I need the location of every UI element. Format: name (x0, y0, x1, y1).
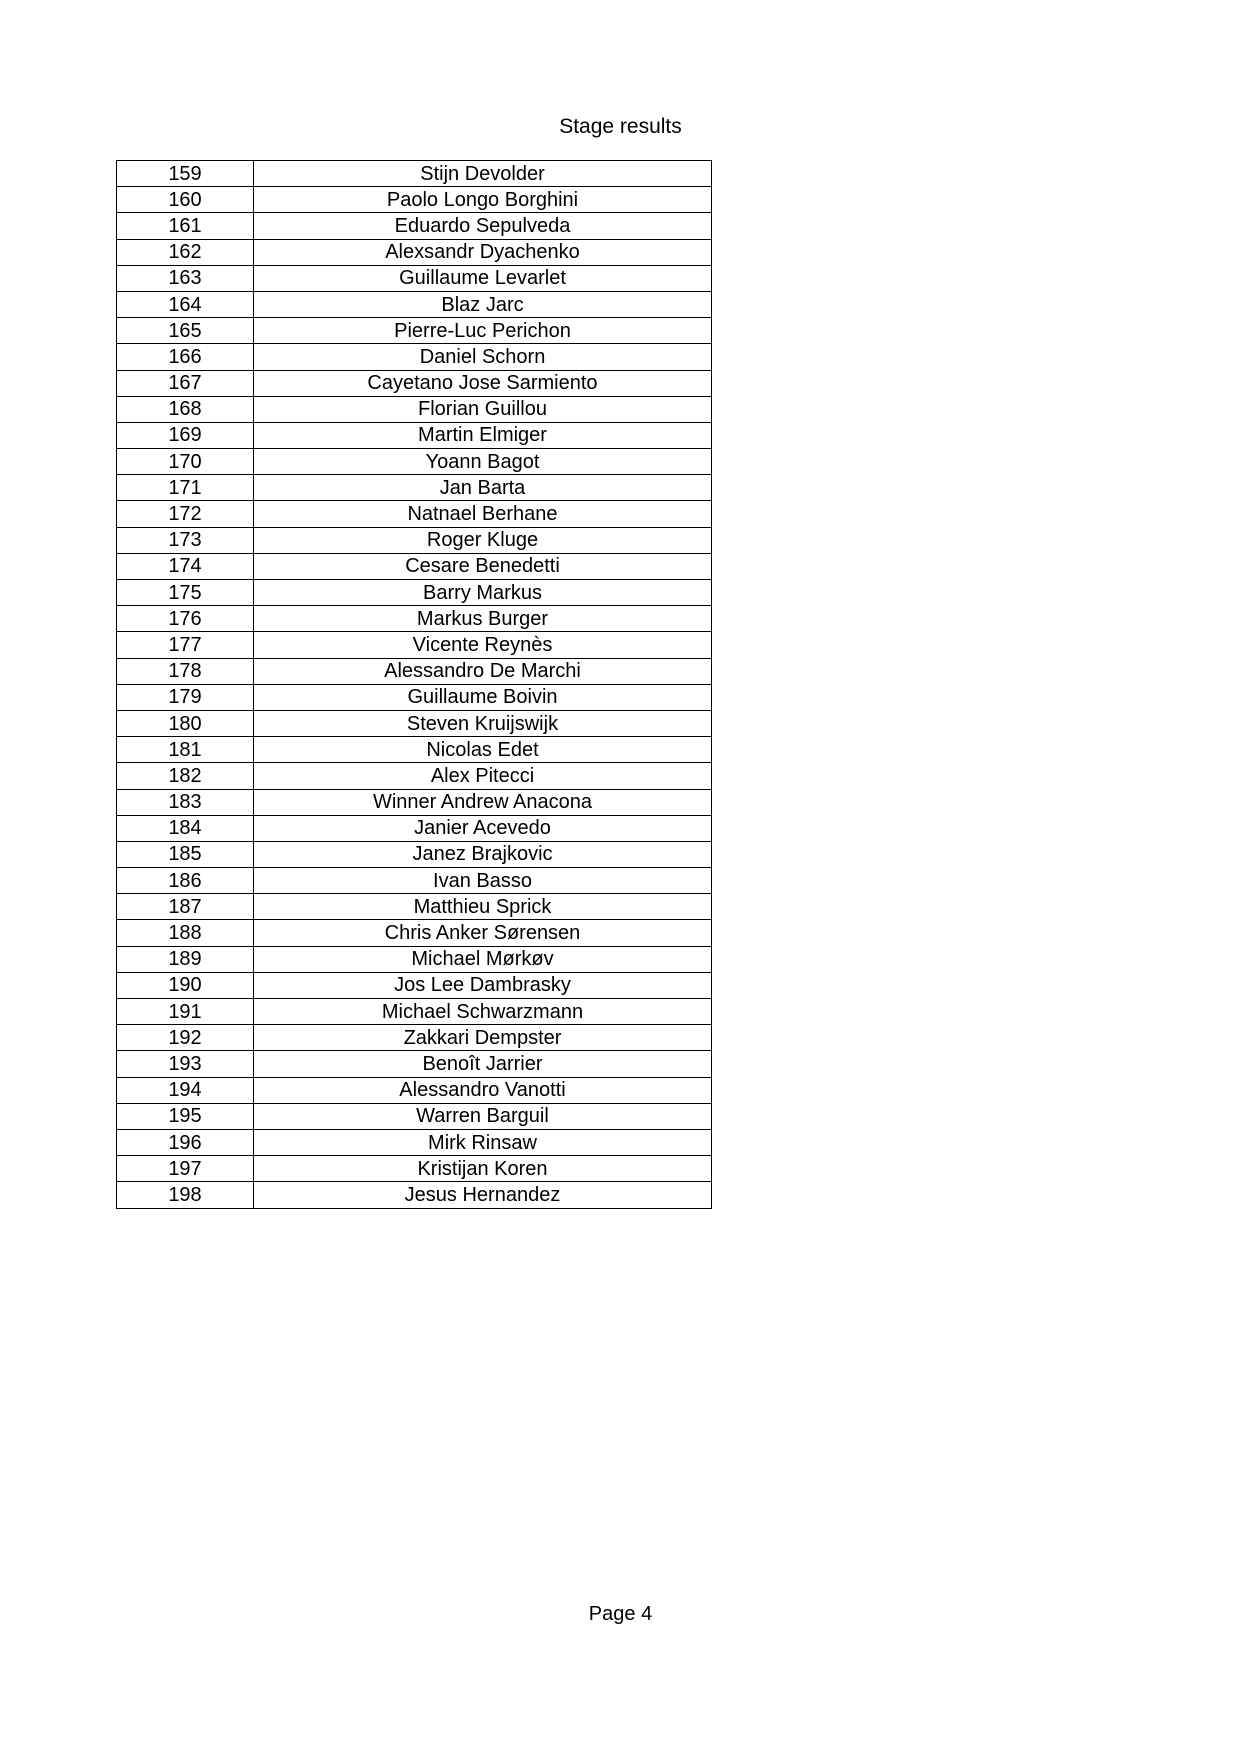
rider-bib-number: 180 (117, 710, 254, 736)
rider-name: Alessandro De Marchi (254, 658, 712, 684)
rider-bib-number: 182 (117, 763, 254, 789)
table-row (117, 894, 712, 920)
table-row (117, 868, 712, 894)
rider-bib-number: 165 (117, 318, 254, 344)
rider-name: Vicente Reynès (254, 632, 712, 658)
rider-name: Chris Anker Sørensen (254, 920, 712, 946)
table-row (117, 1077, 712, 1103)
table-row (117, 265, 712, 291)
table-row (117, 422, 712, 448)
table-row (117, 1025, 712, 1051)
rider-name: Markus Burger (254, 606, 712, 632)
rider-bib-number: 173 (117, 527, 254, 553)
rider-name: Steven Kruijswijk (254, 710, 712, 736)
rider-bib-number: 176 (117, 606, 254, 632)
table-row (117, 239, 712, 265)
rider-bib-number: 172 (117, 501, 254, 527)
table-row (117, 161, 712, 187)
rider-name: Yoann Bagot (254, 449, 712, 475)
rider-bib-number: 192 (117, 1025, 254, 1051)
table-row (117, 318, 712, 344)
table-row (117, 449, 712, 475)
rider-name: Mirk Rinsaw (254, 1129, 712, 1155)
rider-bib-number: 198 (117, 1182, 254, 1208)
table-row (117, 658, 712, 684)
rider-name: Kristijan Koren (254, 1156, 712, 1182)
rider-bib-number: 169 (117, 422, 254, 448)
rider-bib-number: 194 (117, 1077, 254, 1103)
rider-bib-number: 177 (117, 632, 254, 658)
rider-bib-number: 159 (117, 161, 254, 187)
stage-results-table (116, 160, 712, 1209)
rider-bib-number: 179 (117, 684, 254, 710)
rider-name: Guillaume Boivin (254, 684, 712, 710)
table-row (117, 999, 712, 1025)
rider-name: Cesare Benedetti (254, 553, 712, 579)
table-row (117, 815, 712, 841)
rider-bib-number: 186 (117, 868, 254, 894)
rider-bib-number: 167 (117, 370, 254, 396)
rider-name: Alexsandr Dyachenko (254, 239, 712, 265)
rider-name: Alex Pitecci (254, 763, 712, 789)
rider-bib-number: 185 (117, 841, 254, 867)
rider-bib-number: 168 (117, 396, 254, 422)
rider-bib-number: 191 (117, 999, 254, 1025)
rider-bib-number: 162 (117, 239, 254, 265)
stage-results-table-body (117, 161, 712, 1209)
rider-name: Nicolas Edet (254, 737, 712, 763)
table-row (117, 920, 712, 946)
rider-name: Jos Lee Dambrasky (254, 972, 712, 998)
rider-name: Ivan Basso (254, 868, 712, 894)
table-row (117, 684, 712, 710)
table-row (117, 1156, 712, 1182)
rider-bib-number: 184 (117, 815, 254, 841)
rider-name: Janez Brajkovic (254, 841, 712, 867)
rider-bib-number: 197 (117, 1156, 254, 1182)
rider-name: Florian Guillou (254, 396, 712, 422)
rider-name: Eduardo Sepulveda (254, 213, 712, 239)
rider-name: Stijn Devolder (254, 161, 712, 187)
rider-name: Jan Barta (254, 475, 712, 501)
rider-name: Zakkari Dempster (254, 1025, 712, 1051)
rider-bib-number: 164 (117, 291, 254, 317)
rider-bib-number: 183 (117, 789, 254, 815)
table-row (117, 606, 712, 632)
table-row (117, 475, 712, 501)
rider-name: Matthieu Sprick (254, 894, 712, 920)
table-row (117, 527, 712, 553)
rider-name: Natnael Berhane (254, 501, 712, 527)
rider-name: Paolo Longo Borghini (254, 187, 712, 213)
rider-name: Roger Kluge (254, 527, 712, 553)
table-row (117, 972, 712, 998)
rider-name: Barry Markus (254, 580, 712, 606)
rider-bib-number: 190 (117, 972, 254, 998)
rider-name: Jesus Hernandez (254, 1182, 712, 1208)
table-row (117, 1182, 712, 1208)
rider-name: Warren Barguil (254, 1103, 712, 1129)
rider-bib-number: 195 (117, 1103, 254, 1129)
table-row (117, 632, 712, 658)
table-row (117, 396, 712, 422)
table-row (117, 344, 712, 370)
table-row (117, 291, 712, 317)
rider-name: Guillaume Levarlet (254, 265, 712, 291)
rider-bib-number: 163 (117, 265, 254, 291)
rider-bib-number: 161 (117, 213, 254, 239)
rider-bib-number: 181 (117, 737, 254, 763)
rider-bib-number: 174 (117, 553, 254, 579)
rider-name: Blaz Jarc (254, 291, 712, 317)
rider-name: Winner Andrew Anacona (254, 789, 712, 815)
rider-name: Michael Mørkøv (254, 946, 712, 972)
rider-bib-number: 170 (117, 449, 254, 475)
table-row (117, 1103, 712, 1129)
table-row (117, 553, 712, 579)
table-row (117, 763, 712, 789)
rider-name: Cayetano Jose Sarmiento (254, 370, 712, 396)
rider-bib-number: 178 (117, 658, 254, 684)
rider-name: Pierre-Luc Perichon (254, 318, 712, 344)
table-row (117, 1051, 712, 1077)
rider-bib-number: 188 (117, 920, 254, 946)
rider-bib-number: 171 (117, 475, 254, 501)
table-row (117, 737, 712, 763)
rider-name: Janier Acevedo (254, 815, 712, 841)
table-row (117, 841, 712, 867)
table-row (117, 789, 712, 815)
table-row (117, 580, 712, 606)
rider-bib-number: 175 (117, 580, 254, 606)
page-title: Stage results (559, 115, 682, 138)
rider-name: Benoît Jarrier (254, 1051, 712, 1077)
rider-bib-number: 187 (117, 894, 254, 920)
table-row (117, 213, 712, 239)
rider-name: Daniel Schorn (254, 344, 712, 370)
page-number: Page 4 (588, 1603, 653, 1625)
rider-bib-number: 160 (117, 187, 254, 213)
table-row (117, 501, 712, 527)
table-row (117, 187, 712, 213)
rider-bib-number: 196 (117, 1129, 254, 1155)
table-row (117, 946, 712, 972)
table-row (117, 370, 712, 396)
table-row (117, 1129, 712, 1155)
rider-name: Alessandro Vanotti (254, 1077, 712, 1103)
rider-bib-number: 166 (117, 344, 254, 370)
rider-bib-number: 189 (117, 946, 254, 972)
table-row (117, 710, 712, 736)
rider-name: Michael Schwarzmann (254, 999, 712, 1025)
rider-name: Martin Elmiger (254, 422, 712, 448)
rider-bib-number: 193 (117, 1051, 254, 1077)
